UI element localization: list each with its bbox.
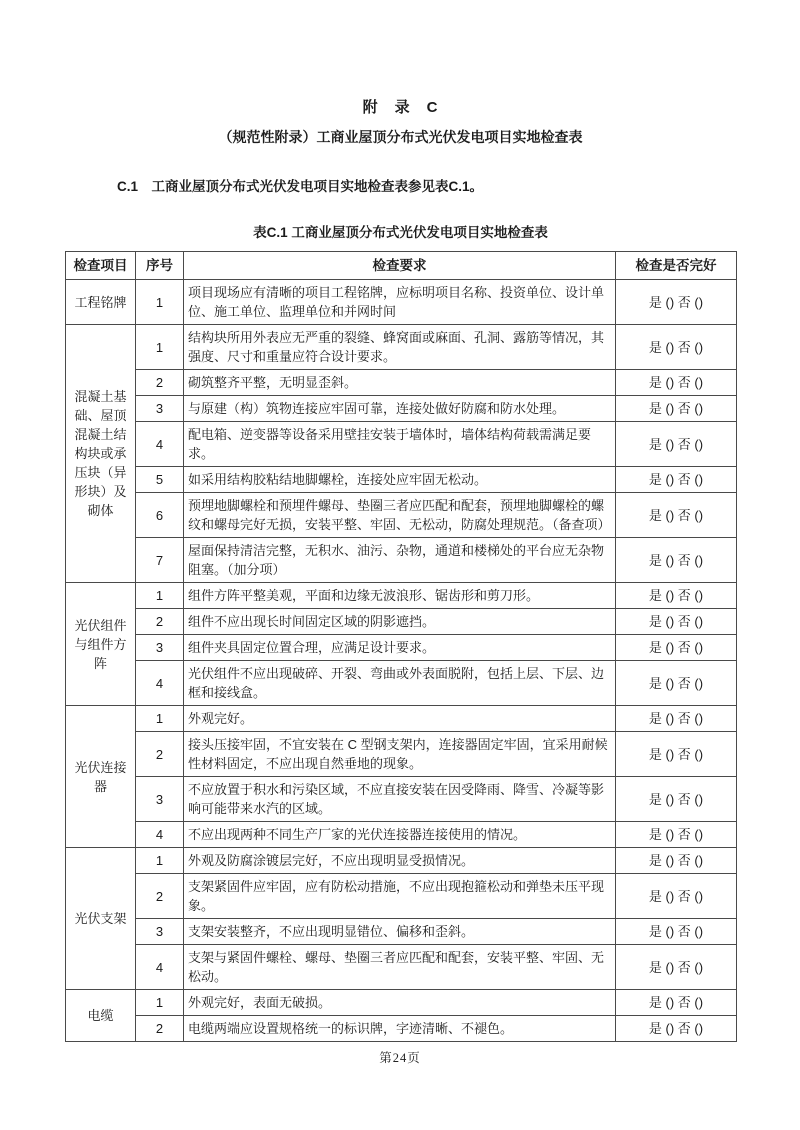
- table-row: [66, 661, 737, 706]
- requirement-cell: 屋面保持清洁完整，无积水、油污、杂物，通道和楼梯处的平台应无杂物阻塞。（加分项）: [184, 538, 616, 583]
- requirement-cell: 支架安装整齐，不应出现明显错位、偏移和歪斜。: [184, 919, 616, 945]
- requirement-cell: 组件夹具固定位置合理，应满足设计要求。: [184, 635, 616, 661]
- seq-cell: 1: [136, 325, 184, 370]
- answer-cell: 是 () 否 (): [616, 609, 737, 635]
- answer-cell: 是 () 否 (): [616, 777, 737, 822]
- requirement-cell: 接头压接牢固，不宜安装在 C 型钢支架内，连接器固定牢固，宜采用耐候性材料固定，不应出现自然垂地的现象。: [184, 732, 616, 777]
- requirement-cell: 支架与紧固件螺栓、螺母、垫圈三者应匹配和配套，安装平整、牢固、无松动。: [184, 945, 616, 990]
- requirement-cell: 电缆两端应设置规格统一的标识牌，字迹清晰、不褪色。: [184, 1016, 616, 1042]
- header-cell-category: 检查项目: [66, 252, 136, 280]
- answer-cell: 是 () 否 (): [616, 1016, 737, 1042]
- category-cell: 光伏连接器: [66, 706, 136, 848]
- answer-cell: 是 () 否 (): [616, 325, 737, 370]
- answer-cell: 是 () 否 (): [616, 422, 737, 467]
- requirement-cell: 外观及防腐涂镀层完好，不应出现明显受损情况。: [184, 848, 616, 874]
- answer-cell: 是 () 否 (): [616, 990, 737, 1016]
- table-row: [66, 467, 737, 493]
- table-header-row: [66, 252, 737, 280]
- seq-cell: 3: [136, 919, 184, 945]
- seq-cell: 2: [136, 1016, 184, 1042]
- table-row: [66, 396, 737, 422]
- seq-cell: 1: [136, 280, 184, 325]
- answer-cell: 是 () 否 (): [616, 945, 737, 990]
- answer-cell: 是 () 否 (): [616, 493, 737, 538]
- table-row: [66, 280, 737, 325]
- category-cell: 工程铭牌: [66, 280, 136, 325]
- table-row: [66, 848, 737, 874]
- seq-cell: 1: [136, 583, 184, 609]
- seq-cell: 4: [136, 945, 184, 990]
- seq-cell: 4: [136, 661, 184, 706]
- category-cell: 光伏组件与组件方阵: [66, 583, 136, 706]
- table-row: [66, 706, 737, 732]
- header-cell-requirement: 检查要求: [184, 252, 616, 280]
- table-row: [66, 635, 737, 661]
- table-row: [66, 1016, 737, 1042]
- category-cell: 混凝土基础、屋顶混凝土结构块或承压块（异形块）及砌体: [66, 325, 136, 583]
- requirement-cell: 光伏组件不应出现破碎、开裂、弯曲或外表面脱附，包括上层、下层、边框和接线盒。: [184, 661, 616, 706]
- seq-cell: 2: [136, 370, 184, 396]
- seq-cell: 4: [136, 822, 184, 848]
- answer-cell: 是 () 否 (): [616, 874, 737, 919]
- seq-cell: 2: [136, 874, 184, 919]
- page-subtitle: （规范性附录）工商业屋顶分布式光伏发电项目实地检查表: [218, 129, 583, 145]
- answer-cell: 是 () 否 (): [616, 538, 737, 583]
- table-row: [66, 777, 737, 822]
- table-caption: 表C.1 工商业屋顶分布式光伏发电项目实地检查表: [253, 225, 548, 240]
- seq-cell: 1: [136, 706, 184, 732]
- table-row: [66, 732, 737, 777]
- requirement-cell: 与原建（构）筑物连接应牢固可靠，连接处做好防腐和防水处理。: [184, 396, 616, 422]
- requirement-cell: 砌筑整齐平整，无明显歪斜。: [184, 370, 616, 396]
- table-row: [66, 422, 737, 467]
- seq-cell: 3: [136, 396, 184, 422]
- header-cell-seq: 序号: [136, 252, 184, 280]
- seq-cell: 4: [136, 422, 184, 467]
- table-row: [66, 919, 737, 945]
- table-row: [66, 609, 737, 635]
- table-row: [66, 822, 737, 848]
- requirement-cell: 结构块所用外表应无严重的裂缝、蜂窝面或麻面、孔洞、露筋等情况，其强度、尺寸和重量应符合设计要求。: [184, 325, 616, 370]
- table-row: [66, 493, 737, 538]
- page-title: 附 录 C: [362, 99, 439, 116]
- requirement-cell: 组件方阵平整美观，平面和边缘无波浪形、锯齿形和剪刀形。: [184, 583, 616, 609]
- answer-cell: 是 () 否 (): [616, 822, 737, 848]
- category-cell: 光伏支架: [66, 848, 136, 990]
- table-row: [66, 945, 737, 990]
- requirement-cell: 外观完好，表面无破损。: [184, 990, 616, 1016]
- requirement-cell: 预埋地脚螺栓和预埋件螺母、垫圈三者应匹配和配套，预埋地脚螺栓的螺纹和螺母完好无损，安装平整、牢固、无松动，防腐处理规范。（备查项）: [184, 493, 616, 538]
- category-cell: 电缆: [66, 990, 136, 1042]
- requirement-cell: 项目现场应有清晰的项目工程铭牌，应标明项目名称、投资单位、设计单位、施工单位、监理单位和并网时间: [184, 280, 616, 325]
- table-row: [66, 990, 737, 1016]
- requirement-cell: 外观完好。: [184, 706, 616, 732]
- seq-cell: 1: [136, 990, 184, 1016]
- checklist-table-body: [66, 280, 737, 1042]
- answer-cell: 是 () 否 (): [616, 396, 737, 422]
- header-cell-answer: 检查是否完好: [616, 252, 737, 280]
- table-row: [66, 583, 737, 609]
- answer-cell: 是 () 否 (): [616, 661, 737, 706]
- answer-cell: 是 () 否 (): [616, 732, 737, 777]
- requirement-cell: 组件不应出现长时间固定区域的阴影遮挡。: [184, 609, 616, 635]
- table-row: [66, 538, 737, 583]
- answer-cell: 是 () 否 (): [616, 467, 737, 493]
- requirement-cell: 不应放置于积水和污染区域，不应直接安装在因受降雨、降雪、冷凝等影响可能带来水汽的区域。: [184, 777, 616, 822]
- table-row: [66, 874, 737, 919]
- answer-cell: 是 () 否 (): [616, 706, 737, 732]
- seq-cell: 3: [136, 635, 184, 661]
- answer-cell: 是 () 否 (): [616, 635, 737, 661]
- answer-cell: 是 () 否 (): [616, 848, 737, 874]
- answer-cell: 是 () 否 (): [616, 919, 737, 945]
- checklist-table: [65, 251, 737, 1042]
- seq-cell: 1: [136, 848, 184, 874]
- requirement-cell: 如采用结构胶粘结地脚螺栓，连接处应牢固无松动。: [184, 467, 616, 493]
- requirement-cell: 不应出现两种不同生产厂家的光伏连接器连接使用的情况。: [184, 822, 616, 848]
- table-row: [66, 325, 737, 370]
- answer-cell: 是 () 否 (): [616, 583, 737, 609]
- intro-paragraph: C.1 工商业屋顶分布式光伏发电项目实地检查表参见表C.1。: [117, 179, 484, 194]
- seq-cell: 5: [136, 467, 184, 493]
- seq-cell: 2: [136, 609, 184, 635]
- seq-cell: 2: [136, 732, 184, 777]
- requirement-cell: 配电箱、逆变器等设备采用壁挂安装于墙体时，墙体结构荷载需满足要求。: [184, 422, 616, 467]
- requirement-cell: 支架紧固件应牢固，应有防松动措施，不应出现抱箍松动和弹垫未压平现象。: [184, 874, 616, 919]
- seq-cell: 3: [136, 777, 184, 822]
- table-row: [66, 370, 737, 396]
- page-footer: 第24页: [379, 1051, 421, 1065]
- answer-cell: 是 () 否 (): [616, 280, 737, 325]
- seq-cell: 6: [136, 493, 184, 538]
- answer-cell: 是 () 否 (): [616, 370, 737, 396]
- seq-cell: 7: [136, 538, 184, 583]
